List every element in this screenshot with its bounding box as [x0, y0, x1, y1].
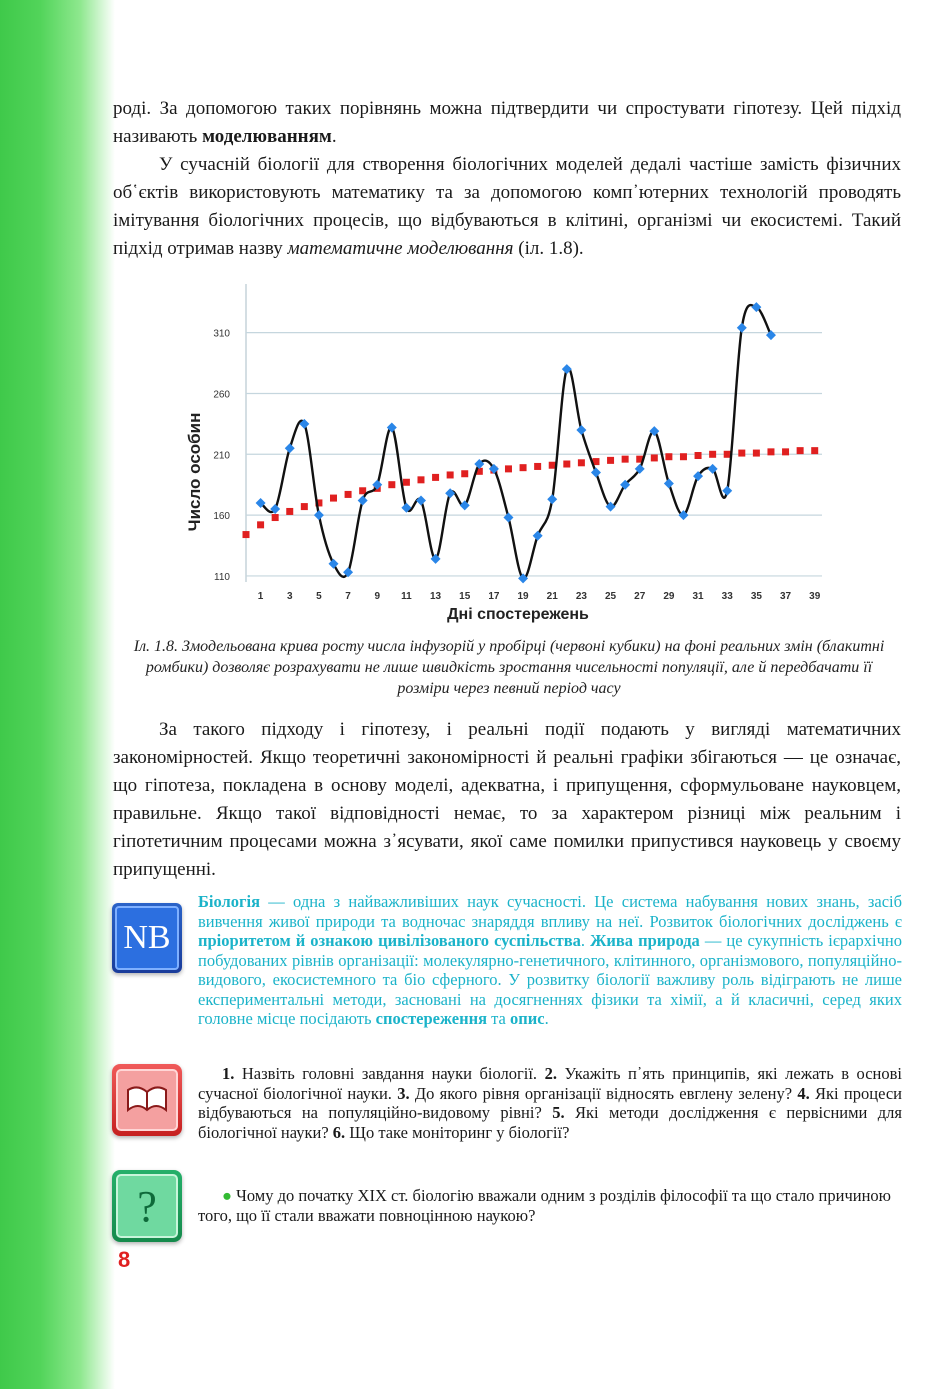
- figure-caption: Іл. 1.8. Змодельована крива росту числа інфузорій у пробірці (червоні кубики) на фоні реальних змін (блакитні ромбики) дозволяє розрахувати не лише швидкість зростання чисельності популяції, але й передбачати її розміри через певний період часу: [133, 638, 885, 697]
- nb-term-observation: спостереження: [375, 1009, 488, 1028]
- paragraph-1-end: .: [331, 126, 337, 147]
- y-tick-label: 110: [214, 571, 230, 583]
- model-point: [286, 508, 293, 515]
- model-point: [797, 447, 804, 454]
- question-mark-icon: ?: [116, 1174, 178, 1238]
- discussion-text: Чому до початку XIX ст. біологію вважали одним з розділів філософії та що стало причиною того, що її стали вважати повноцінною наукою?: [198, 1186, 891, 1225]
- q6-text: Що таке моніторинг у біології?: [345, 1122, 570, 1142]
- model-point: [709, 451, 716, 458]
- model-point: [301, 503, 308, 510]
- term-math-modeling: математичне моделювання: [287, 238, 514, 259]
- population-chart: [180, 272, 840, 624]
- real-point: [722, 486, 732, 496]
- x-tick-label: 29: [663, 591, 675, 602]
- x-tick-label: 5: [316, 591, 322, 602]
- real-point: [328, 559, 338, 569]
- x-tick-label: 15: [459, 591, 471, 602]
- paragraph-2: [113, 151, 901, 263]
- q1-number: 1.: [222, 1064, 235, 1083]
- questions-icon: [112, 1064, 182, 1136]
- model-point: [272, 514, 279, 521]
- model-point: [417, 476, 424, 483]
- real-point: [503, 513, 513, 523]
- review-questions: [198, 1064, 902, 1142]
- nb-text-5: .: [544, 1009, 549, 1028]
- model-point: [563, 461, 570, 468]
- q4-text: Які процеси відбуваються на популяційно-видовому рівні?: [198, 1083, 902, 1122]
- chart-grid: [246, 284, 822, 582]
- real-point: [285, 443, 295, 453]
- x-tick-label: 25: [604, 591, 617, 602]
- model-point: [403, 479, 410, 486]
- model-point: [330, 495, 337, 502]
- chart-x-ticks: [258, 591, 821, 602]
- nb-term-biology: Біологія: [198, 892, 261, 911]
- page-number: 8: [118, 1247, 131, 1272]
- model-point: [534, 463, 541, 470]
- model-point: [505, 465, 512, 472]
- real-point: [460, 500, 470, 510]
- real-point: [416, 496, 426, 506]
- model-point: [680, 453, 687, 460]
- model-point: [622, 456, 629, 463]
- model-point: [520, 464, 527, 471]
- real-point: [445, 488, 455, 498]
- q5-number: 5.: [552, 1103, 565, 1122]
- q4-number: 4.: [797, 1083, 810, 1103]
- x-tick-label: 7: [345, 591, 351, 602]
- model-point: [767, 448, 774, 455]
- nb-icon-label: NB: [115, 906, 179, 970]
- model-point: [811, 447, 818, 454]
- nb-term-priority: пріоритетом й ознакою цивілізованого суспільства: [198, 931, 581, 950]
- discussion-icon: [112, 1170, 182, 1242]
- real-point: [591, 468, 601, 478]
- model-point: [549, 462, 556, 469]
- real-point: [708, 464, 718, 474]
- x-tick-label: 11: [401, 591, 412, 602]
- q1-text: Назвіть головні завдання науки біології.: [234, 1064, 545, 1083]
- model-point: [432, 474, 439, 481]
- model-point: [651, 454, 658, 461]
- y-tick-label: 160: [213, 511, 230, 523]
- model-point: [607, 457, 614, 464]
- q6-number: 6.: [332, 1122, 346, 1142]
- q3-text: До якого рівня організації відносять евглену зелену?: [409, 1083, 798, 1103]
- y-tick-label: 310: [213, 328, 230, 340]
- x-tick-label: 19: [517, 591, 529, 602]
- nb-term-living-nature: Жива природа: [590, 931, 700, 950]
- x-tick-label: 3: [286, 591, 293, 602]
- nb-note: [198, 892, 902, 1029]
- x-tick-label: 27: [634, 591, 646, 602]
- x-tick-label: 35: [750, 591, 762, 602]
- model-point: [243, 531, 250, 538]
- x-axis-label: Дні спостережень: [447, 606, 589, 623]
- discussion-question: [198, 1186, 902, 1225]
- model-point: [461, 470, 468, 477]
- model-point: [665, 453, 672, 460]
- x-tick-label: 1: [257, 591, 264, 602]
- paragraph-3: За такого підходу і гіпотезу, і реальні події подають у вигляді математичних закономірностей. Якщо теоретичні закономірності й реальні графіки збігаються — це означає, що гіпотеза, покладена в основу моделі, адекватна, і припущення, сформульоване науковцем, правильне. Якщо такої відповідності немає, то за характером різниці між реальним і гіпотетичним процесами можна з᾽ясувати, якої саме помилки припустився науковець у своєму припущенні.: [113, 719, 901, 880]
- nb-text-2: .: [580, 931, 591, 950]
- x-tick-label: 23: [575, 591, 587, 602]
- decorative-green-band: [0, 0, 115, 1389]
- real-point: [358, 496, 368, 506]
- x-tick-label: 13: [430, 591, 442, 602]
- model-point: [782, 448, 789, 455]
- model-point: [695, 452, 702, 459]
- model-point: [578, 459, 585, 466]
- real-point: [314, 510, 324, 520]
- model-point: [257, 521, 264, 528]
- x-tick-label: 17: [488, 591, 500, 602]
- book-icon: [124, 1080, 170, 1120]
- nb-text-3: — це сукупність ієрархічно побудованих рівнів організації: молекулярно-генетичного, клітинного, організмового, популяційно-видового, екосистемного та біо сферного. У розвитку біології важливу роль відіграють не лише експериментальні методи, засновані на досягненнях фізики та хімії, а й класичні, серед яких головне місце посідають: [198, 931, 902, 1028]
- q2-text: Укажіть п᾽ять принципів, які лежать в основі сучасної біологічної науки.: [198, 1064, 902, 1103]
- real-point: [533, 531, 543, 541]
- model-point: [388, 481, 395, 488]
- nb-icon: [112, 903, 182, 973]
- x-tick-label: 21: [546, 591, 558, 602]
- real-point: [576, 425, 586, 435]
- real-point: [766, 330, 776, 340]
- y-axis-label: Число особин: [185, 412, 204, 532]
- real-point: [737, 323, 747, 333]
- real-data-line: [261, 305, 771, 579]
- bullet-icon: ●: [222, 1186, 232, 1205]
- term-modeling: моделюванням: [202, 126, 332, 147]
- y-tick-label: 260: [213, 389, 230, 401]
- x-tick-label: 39: [809, 591, 821, 602]
- model-point: [447, 471, 454, 478]
- x-tick-label: 33: [721, 591, 733, 602]
- model-point: [738, 450, 745, 457]
- chart-y-ticks: [213, 329, 230, 583]
- paragraph-1: [113, 95, 901, 151]
- x-tick-label: 31: [692, 591, 704, 602]
- x-tick-label: 37: [779, 591, 792, 602]
- x-tick-label: 9: [374, 591, 381, 602]
- paragraph-1-text: роді. За допомогою таких порівнянь можна підтвердити чи спростувати гіпотезу. Цей підхід називають: [113, 98, 901, 147]
- y-tick-label: 210: [213, 450, 230, 462]
- paragraph-2-text: У сучасній біології для створення біологічних моделей дедалі частіше замість фізичних об῾єктів використовують математику та за допомогою комп᾽ютерних технологій проводять імітування біологічних процесів, що відбуваються в клітині, організмі чи екосистемі. Такий підхід отримав назву: [113, 154, 901, 259]
- q5-text: Які методи дослідження є первісними для біологічної науки?: [198, 1103, 903, 1142]
- real-point: [664, 478, 674, 488]
- q3-number: 3.: [397, 1083, 410, 1103]
- nb-text-1: — одна з найважливіших наук сучасності. Це система набування нових знань, засіб вивчення живої природи та водночас знаряддя впливу на неї. Розвиток біологічних досліджень є: [198, 892, 902, 931]
- model-point: [345, 491, 352, 498]
- model-point: [753, 450, 760, 457]
- paragraph-2-end: (іл. 1.8).: [513, 238, 584, 259]
- real-point: [547, 494, 557, 504]
- nb-text-4: та: [487, 1009, 511, 1028]
- nb-term-description: опис: [510, 1009, 545, 1028]
- q2-number: 2.: [544, 1064, 557, 1083]
- model-point: [724, 451, 731, 458]
- real-series: [256, 302, 776, 583]
